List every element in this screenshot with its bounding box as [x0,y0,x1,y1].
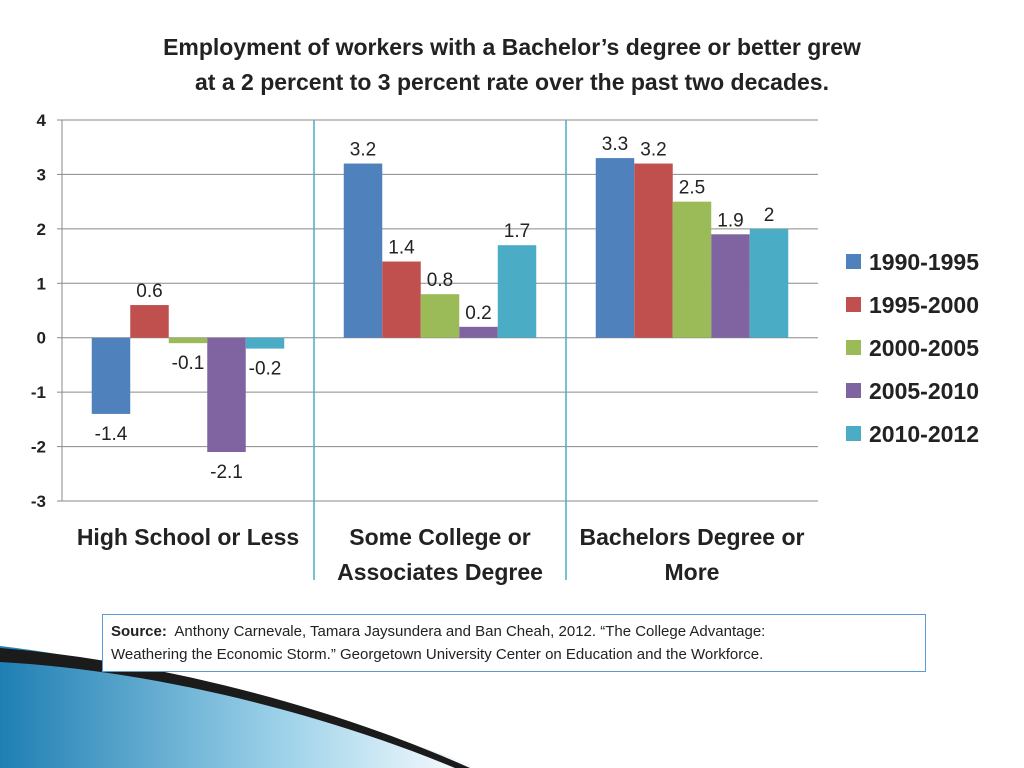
category-label: Bachelors Degree or [579,524,805,550]
y-tick-label: 4 [36,111,46,130]
data-label: 2.5 [678,177,706,199]
data-label: 0.6 [136,281,163,303]
chart-title-line-1: Employment of workers with a Bachelor’s degree or better grew [163,34,861,60]
data-label: -2.1 [210,462,243,484]
category-label: High School or Less [76,524,300,550]
data-label: 0.2 [465,302,492,324]
data-label: 1.4 [388,237,415,259]
data-label: 3.2 [349,139,377,161]
y-tick-label: 3 [36,165,46,185]
y-tick-label: 2 [36,219,46,239]
chart-title-line-2: at a 2 percent to 3 percent rate over the past two decades. [195,69,829,95]
legend-label: 2010-2012 [869,421,979,447]
data-label: 1.9 [717,210,744,232]
category-label: More [664,559,720,585]
y-tick-label: -1 [30,383,46,403]
category-label: Associates Degree [337,559,543,585]
source-line-1: Anthony Carnevale, Tamara Jaysundera and Ban Cheah, 2012. “The College Advantage: [174,623,766,640]
data-label: 1.7 [503,221,531,243]
source-label: Source: [111,623,167,640]
source-line-2: Weathering the Economic Storm.” Georgetown University Center on Education and the Workforce. [111,646,764,663]
legend-label: 2000-2005 [869,335,979,361]
data-label: 3.2 [640,139,667,161]
y-tick-label: 0 [36,328,46,348]
y-tick-label: 1 [36,274,46,294]
data-label: 0.8 [426,270,454,292]
y-tick-label: -2 [30,437,46,457]
legend-label: 1990-1995 [869,249,979,275]
y-tick-label: -3 [30,492,46,511]
data-label: 2 [763,204,775,226]
legend-label: 2005-2010 [869,378,979,404]
source-note [102,614,926,672]
data-label: -1.4 [94,423,128,445]
data-label: 3.3 [601,134,629,156]
data-label: -0.1 [171,353,205,375]
category-label: Some College or [349,524,531,550]
data-label: -0.2 [248,358,282,380]
legend-label: 1995-2000 [869,292,979,318]
